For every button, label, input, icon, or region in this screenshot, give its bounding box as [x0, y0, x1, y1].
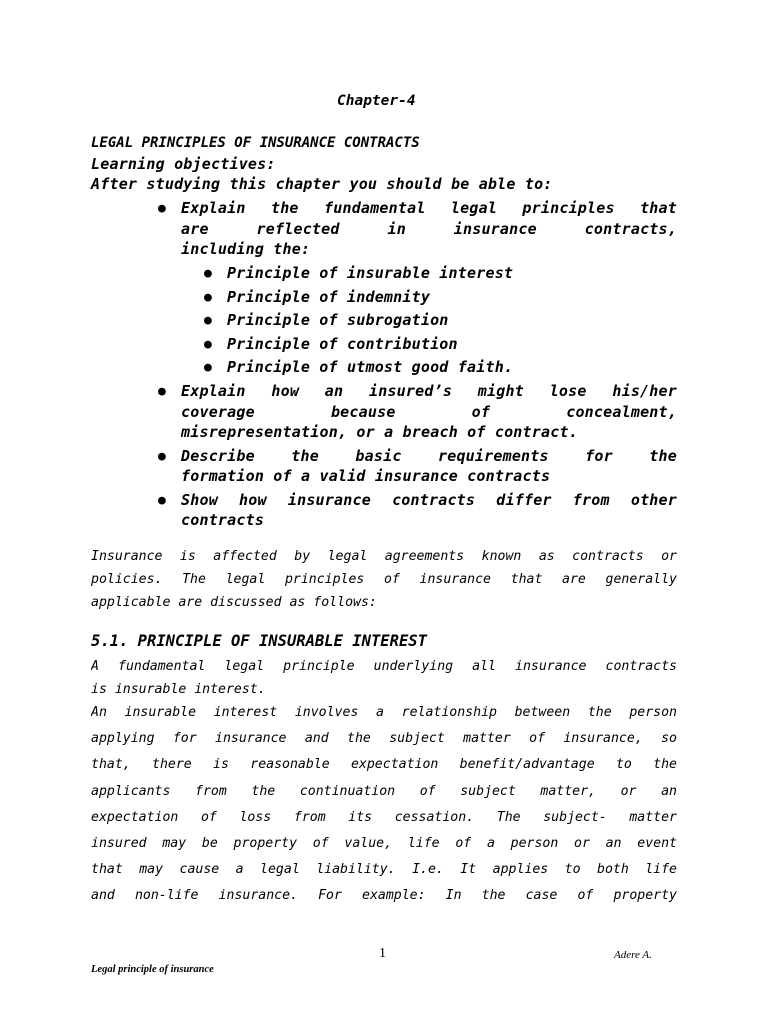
bullet-icon: ● [158, 493, 166, 508]
objective-3-line-2: formation of a valid insurance contracts [181, 467, 551, 485]
sub-item-insurable-interest: Principle of insurable interest [227, 264, 514, 282]
objective-2-line-3: misrepresentation, or a breach of contract. [181, 423, 578, 441]
objective-3-line-1: Describe the basic requirements for the [181, 447, 677, 465]
section-para2-line-4: applicants from the continuation of subject matter, or an [91, 784, 677, 799]
section-para2-line-7: that may cause a legal liability. I.e. It applies to both life [91, 862, 677, 877]
author-name: Adere A. [614, 949, 652, 961]
section-para2-line-5: expectation of loss from its cessation. The subject- matter [91, 810, 677, 825]
bullet-icon: ● [158, 384, 166, 399]
bullet-icon: ● [204, 360, 212, 375]
learning-objectives-heading: Learning objectives: [91, 155, 276, 173]
objective-2-line-2: coverage because of concealment, [181, 403, 677, 421]
bullet-icon: ● [204, 313, 212, 328]
objective-1-line-2: are reflected in insurance contracts, [181, 220, 677, 238]
bullet-icon: ● [158, 449, 166, 464]
running-title: Legal principle of insurance [91, 964, 214, 975]
section-para2-line-1: An insurable interest involves a relationship between the person [91, 705, 677, 720]
bullet-icon: ● [204, 290, 212, 305]
bullet-icon: ● [204, 266, 212, 281]
section-para1-line-2: is insurable interest. [91, 682, 266, 697]
section-para2-line-3: that, there is reasonable expectation benefit/advantage to the [91, 757, 677, 772]
section-para2-line-6: insured may be property of value, life of a person or an event [91, 836, 677, 851]
intro-line-2: policies. The legal principles of insurance that are generally [91, 572, 677, 587]
section-heading: 5.1. PRINCIPLE OF INSURABLE INTEREST [91, 632, 427, 650]
intro-line-1: Insurance is affected by legal agreements known as contracts or [91, 549, 677, 564]
sub-item-contribution: Principle of contribution [227, 335, 458, 353]
intro-line-3: applicable are discussed as follows: [91, 595, 377, 610]
sub-item-indemnity: Principle of indemnity [227, 288, 431, 306]
objective-4-line-1: Show how insurance contracts differ from other [181, 491, 677, 509]
after-studying-line: After studying this chapter you should be able to: [91, 175, 553, 193]
chapter-label: Chapter-4 [337, 93, 416, 109]
objective-2-line-1: Explain how an insured’s might lose his/her [181, 382, 677, 400]
chapter-title: LEGAL PRINCIPLES OF INSURANCE CONTRACTS [91, 135, 420, 151]
objective-1-line-3: including the: [181, 240, 311, 258]
section-para2-line-2: applying for insurance and the subject matter of insurance, so [91, 731, 677, 746]
objective-4-line-2: contracts [181, 511, 265, 529]
bullet-icon: ● [158, 201, 166, 216]
sub-item-subrogation: Principle of subrogation [227, 311, 449, 329]
page-number: 1 [379, 946, 386, 961]
bullet-icon: ● [204, 337, 212, 352]
section-para2-line-8: and non-life insurance. For example: In the case of property [91, 888, 677, 903]
objective-1-line-1: Explain the fundamental legal principles that [181, 199, 677, 217]
section-para1-line-1: A fundamental legal principle underlying all insurance contracts [91, 659, 677, 674]
sub-item-utmost-good-faith: Principle of utmost good faith. [227, 358, 514, 376]
